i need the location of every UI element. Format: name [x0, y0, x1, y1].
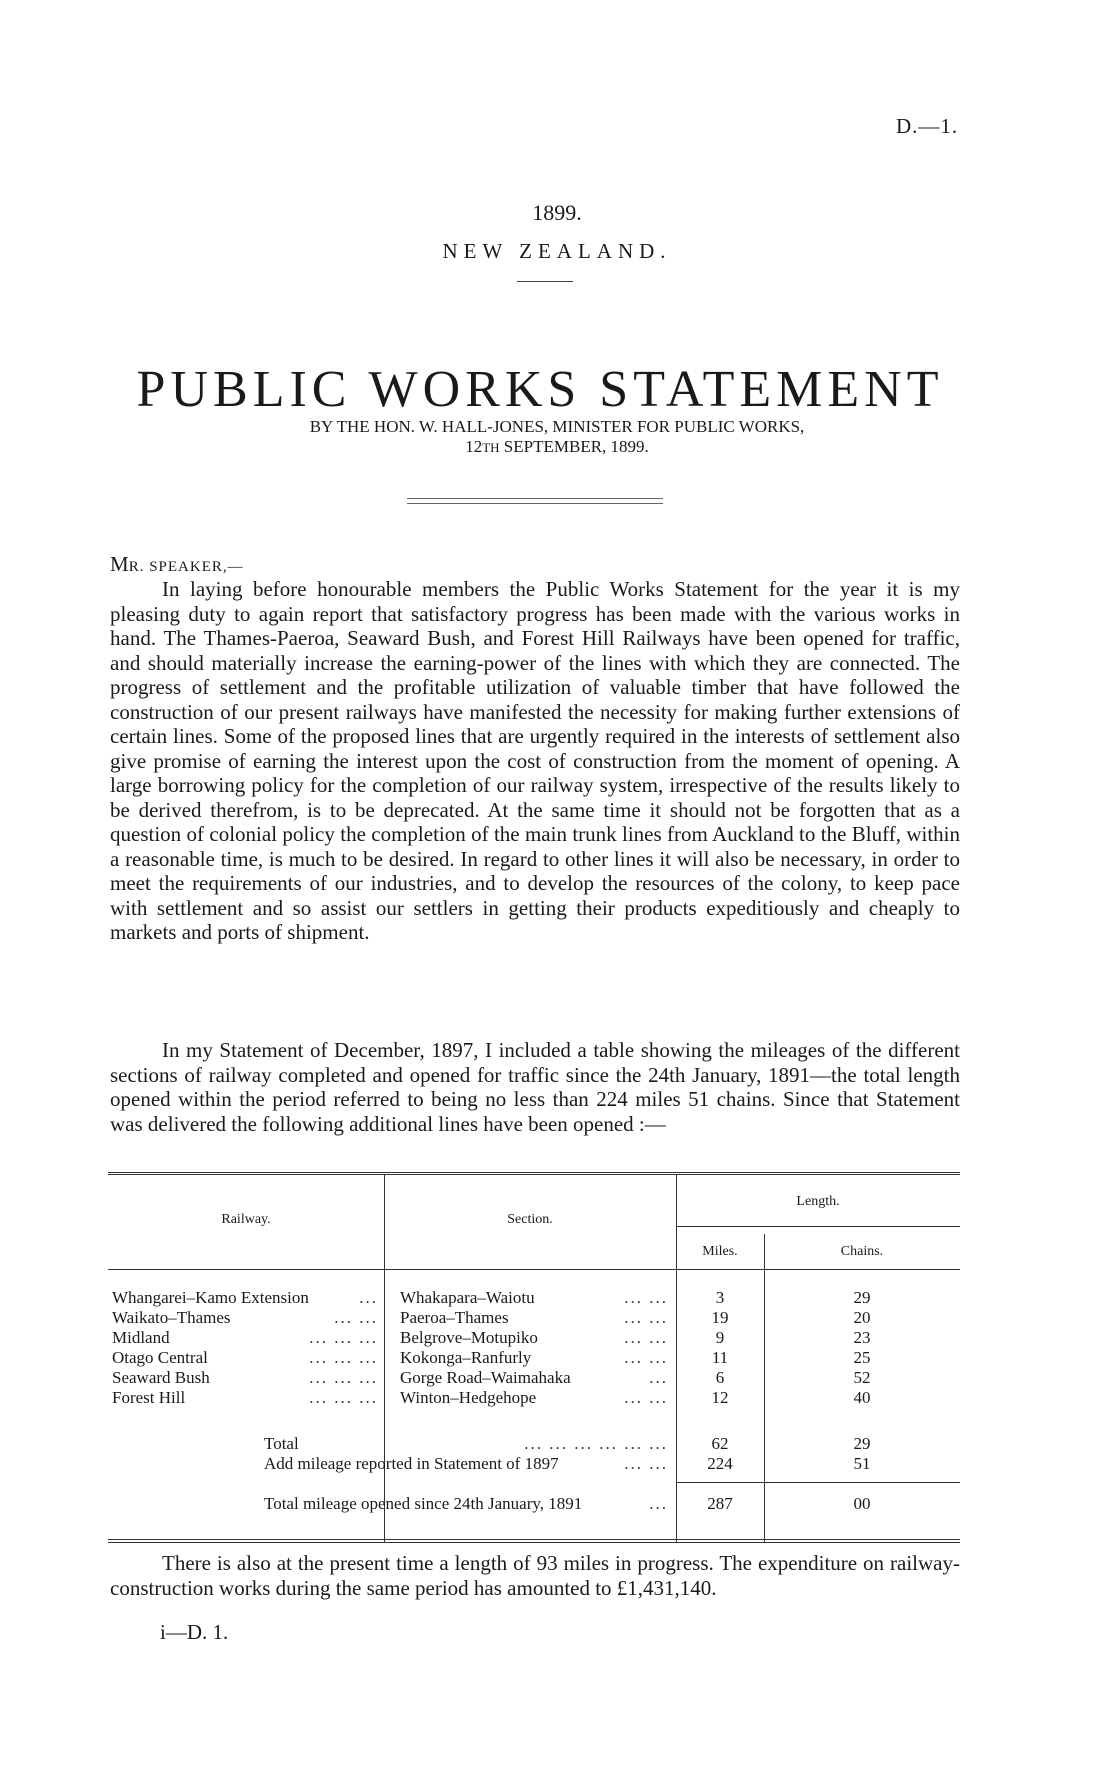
miles-value: 9: [715, 1328, 725, 1347]
total-label: Add mileage reported in Statement of 1897: [264, 1454, 559, 1473]
subtotal-rule: [676, 1482, 960, 1483]
leader-dots: ... ... ...: [309, 1388, 378, 1407]
railway-name: Midland: [112, 1328, 170, 1347]
railway-name: Seaward Bush: [112, 1368, 210, 1387]
chains-total: 29: [853, 1434, 871, 1453]
leader-dots: ... ...: [624, 1308, 668, 1327]
leader-dots: ... ...: [624, 1454, 668, 1473]
salutation-rest: R. SPEAKER,—: [128, 559, 244, 575]
chains-value: 20: [853, 1308, 871, 1327]
leader-dots: ...: [649, 1494, 668, 1513]
subtitle: [0, 417, 1114, 458]
leader-dots: ... ...: [624, 1288, 668, 1307]
miles-value: 3: [715, 1288, 725, 1307]
leader-dots: ... ... ...: [309, 1328, 378, 1347]
paragraph-1: [110, 577, 960, 945]
chains-value: 52: [853, 1368, 871, 1387]
railway-table: [108, 1172, 960, 1555]
leader-dots: ...: [359, 1288, 378, 1307]
section-name: Whakapara–Waiotu: [400, 1288, 535, 1307]
leader-dots: ... ...: [624, 1348, 668, 1367]
leader-dots: ... ... ...: [309, 1348, 378, 1367]
paragraph-text: In laying before honourable members the Public Works Statement for the year it is my pleasing duty to again report that satisfactory progress has been made with the various works in hand. The Thames-Paeroa, Seaward Bush, and Forest Hill Railways have been opened for traffic, and should materially increase the earning-power of the lines with which they are connected. The progress of settlement and the profitable utilization of valuable timber that have followed the construction of our present railways have manifested the necessity for making further extensions of certain lines. Some of the proposed lines that are urgently required in the interests of settlement also give promise of earning the interest upon the cost of construction from the moment of opening. A large borrowing policy for the completion of our railway system, irrespective of the results likely to be derived therefrom, is to be deprecated. At the same time it should not be forgotten that as a question of colonial policy the completion of the main trunk lines from Auckland to the Bluff, within a reasonable time, is much to be desired. In regard to other lines it will also be necessary, in order to meet the requirements of our industries, and to develop the resources of the colony, to keep pace with settlement and so assist our settlers in getting their products expeditiously and cheaply to markets and ports of shipment.: [110, 577, 960, 944]
section-name: Belgrove–Motupiko: [400, 1328, 538, 1347]
total-label: Total mileage opened since 24th January, 1891: [264, 1494, 583, 1513]
miles-total: 224: [707, 1454, 733, 1473]
total-label: Total: [264, 1434, 299, 1453]
subtitle-date: [0, 437, 1114, 458]
table-bottom-rule: [108, 1539, 960, 1540]
document-year: 1899.: [532, 200, 582, 225]
section-name: Kokonga–Ranfurly: [400, 1348, 532, 1367]
miles-value: 6: [715, 1368, 725, 1387]
table-top-rule: [108, 1172, 960, 1173]
country-heading: NEW ZEALAND.: [442, 239, 672, 263]
leader-dots: ... ... ...: [309, 1368, 378, 1387]
railway-name: Whangarei–Kamo Extension: [112, 1288, 309, 1307]
subtitle-author: BY THE HON. W. HALL-JONES, MINISTER FOR PUBLIC WORKS,: [309, 417, 805, 436]
section-name: Winton–Hedgehope: [400, 1388, 537, 1407]
header-miles: Miles.: [702, 1244, 738, 1259]
header-chains: Chains.: [840, 1244, 884, 1259]
salutation: [110, 552, 244, 577]
section-name: Gorge Road–Waimahaka: [400, 1368, 571, 1387]
paragraph-text: There is also at the present time a length of 93 miles in progress. The expenditure on railway-construction works during the same period has amounted to £1,431,140.: [110, 1551, 960, 1600]
chains-total: 51: [853, 1454, 871, 1473]
table-bottom-rule: [108, 1542, 960, 1543]
header-bottom-rule: [108, 1269, 960, 1270]
date-suffix: TH: [482, 440, 500, 455]
railway-name: Otago Central: [112, 1348, 208, 1367]
document-reference: D.—1.: [896, 114, 959, 138]
leader-dots: ... ...: [624, 1328, 668, 1347]
section-name: Paeroa–Thames: [400, 1308, 509, 1327]
date-day: 12: [465, 437, 483, 456]
railway-name: Forest Hill: [112, 1388, 186, 1407]
chains-value: 23: [853, 1328, 871, 1347]
paragraph-2: [110, 1038, 960, 1136]
chains-value: 29: [853, 1288, 871, 1307]
miles-value: 12: [711, 1388, 729, 1407]
salutation-initial: M: [110, 552, 129, 576]
page-signature: i—D. 1.: [160, 1620, 229, 1644]
miles-total: 287: [707, 1494, 733, 1513]
paragraph-text: In my Statement of December, 1897, I included a table showing the mileages of the different sections of railway completed and opened for traffic since the 24th January, 1891—the total length opened within the period referred to being no less than 224 miles 51 chains. Since that Statement was delivered the following additional lines have been opened :—: [110, 1038, 960, 1136]
miles-value: 19: [711, 1308, 729, 1327]
miles-value: 11: [711, 1348, 729, 1367]
length-sub-rule: [676, 1226, 960, 1227]
page-title: PUBLIC WORKS STATEMENT: [136, 361, 944, 418]
chains-value: 25: [853, 1348, 871, 1367]
miles-total: 62: [711, 1434, 729, 1453]
chains-total: 00: [853, 1494, 871, 1513]
header-length: Length.: [796, 1194, 840, 1209]
double-divider: [407, 498, 663, 504]
table-top-rule: [108, 1174, 960, 1175]
leader-dots: ... ...: [334, 1308, 378, 1327]
header-railway: Railway.: [221, 1212, 271, 1227]
paragraph-3: [110, 1551, 960, 1600]
header-section: Section.: [507, 1212, 553, 1227]
leader-dots: ... ... ... ... ... ...: [524, 1434, 668, 1453]
railway-name: Waikato–Thames: [112, 1308, 231, 1327]
divider: [517, 281, 573, 282]
chains-value: 40: [853, 1388, 871, 1407]
date-rest: SEPTEMBER, 1899.: [499, 437, 649, 456]
leader-dots: ...: [649, 1368, 668, 1387]
leader-dots: ... ...: [624, 1388, 668, 1407]
